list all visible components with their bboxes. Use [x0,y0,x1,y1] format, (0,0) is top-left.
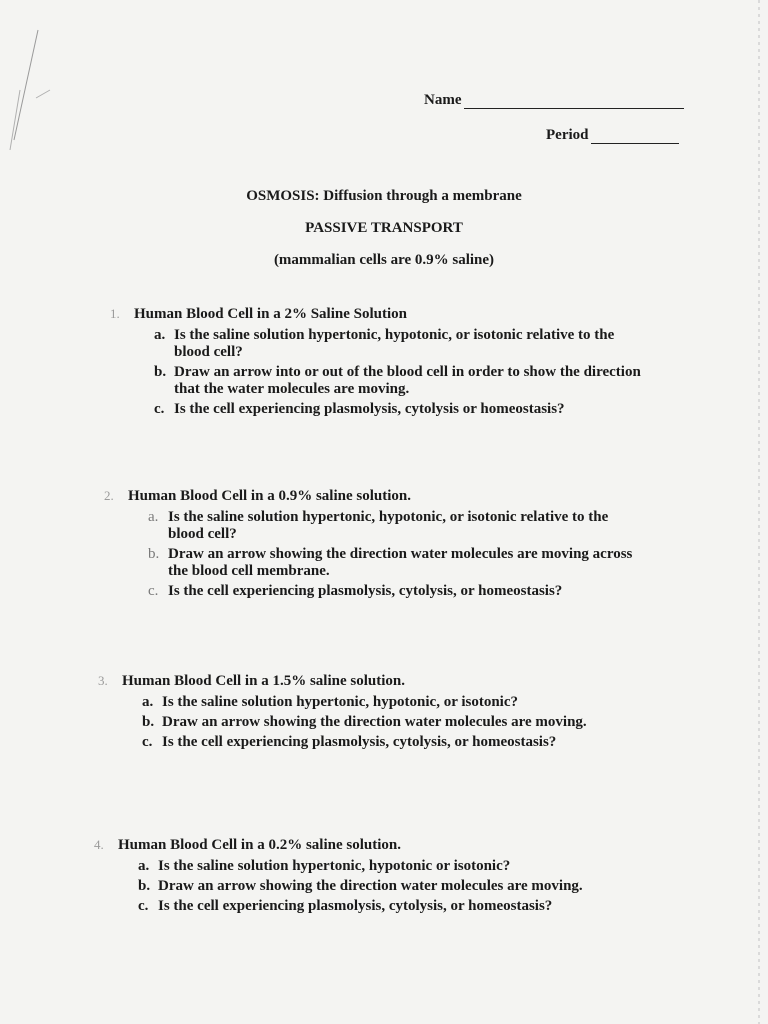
question-item [138,878,628,895]
item-text: Is the saline solution hypertonic, hypotonic, or isotonic relative to the blood cell? [174,327,615,360]
question-item [142,714,632,731]
item-letter: b. [154,364,167,380]
item-text: Is the saline solution hypertonic, hypotonic or isotonic? [158,858,511,874]
title-line-2: PASSIVE TRANSPORT [305,220,463,236]
scan-edge [758,0,760,1024]
item-text: Draw an arrow into or out of the blood cell in order to show the direction that the water molecules are moving. [174,364,641,397]
item-letter: c. [148,583,159,599]
item-text: Is the cell experiencing plasmolysis, cytolysis, or homeostasis? [168,583,563,599]
question-3 [98,673,632,754]
question-title: Human Blood Cell in a 0.9% saline solution. [128,488,411,504]
item-letter: c. [142,734,153,750]
item-letter: a. [154,327,166,343]
question-title: Human Blood Cell in a 2% Saline Solution [134,306,407,322]
question-item [142,694,632,711]
question-item [142,734,632,751]
item-text: Draw an arrow showing the direction water molecules are moving across the blood cell membrane. [168,546,633,579]
name-label: Name [424,92,462,108]
question-title: Human Blood Cell in a 0.2% saline solution. [118,837,401,853]
item-text: Is the saline solution hypertonic, hypotonic, or isotonic relative to the blood cell? [168,509,609,542]
item-text: Draw an arrow showing the direction water molecules are moving. [158,878,583,894]
item-text: Is the cell experiencing plasmolysis, cytolysis, or homeostasis? [162,734,557,750]
period-label: Period [546,127,589,143]
question-item [148,583,638,600]
item-letter: b. [138,878,151,894]
question-item [138,858,628,875]
item-letter: a. [138,858,150,874]
question-2 [104,488,638,603]
worksheet-title [0,180,768,276]
title-line-1: OSMOSIS: Diffusion through a membrane [246,188,522,204]
title-line-3: (mammalian cells are 0.9% saline) [273,252,495,268]
question-title: Human Blood Cell in a 1.5% saline solution. [122,673,405,689]
question-item [154,327,644,361]
period-field[interactable] [546,127,679,144]
question-number: 4. [94,837,104,852]
item-letter: b. [148,546,160,562]
name-field[interactable] [424,92,684,109]
item-letter: b. [142,714,155,730]
question-item [148,546,638,580]
name-blank[interactable] [464,96,684,109]
period-blank[interactable] [591,131,679,144]
item-letter: c. [138,898,149,914]
item-letter: a. [142,694,154,710]
question-item [148,509,638,543]
item-text: Is the saline solution hypertonic, hypotonic, or isotonic? [162,694,519,710]
question-item [154,401,644,418]
question-number: 2. [104,488,114,503]
item-text: Is the cell experiencing plasmolysis, cytolysis or homeostasis? [174,401,565,417]
question-item [138,898,628,915]
question-number: 1. [110,306,120,321]
question-item [154,364,644,398]
item-letter: a. [148,509,159,525]
item-letter: c. [154,401,165,417]
margin-pencil-marks [0,20,70,150]
question-1 [110,306,644,421]
question-4 [94,837,628,918]
item-text: Draw an arrow showing the direction water molecules are moving. [162,714,587,730]
question-number: 3. [98,673,108,688]
item-text: Is the cell experiencing plasmolysis, cytolysis, or homeostasis? [158,898,553,914]
